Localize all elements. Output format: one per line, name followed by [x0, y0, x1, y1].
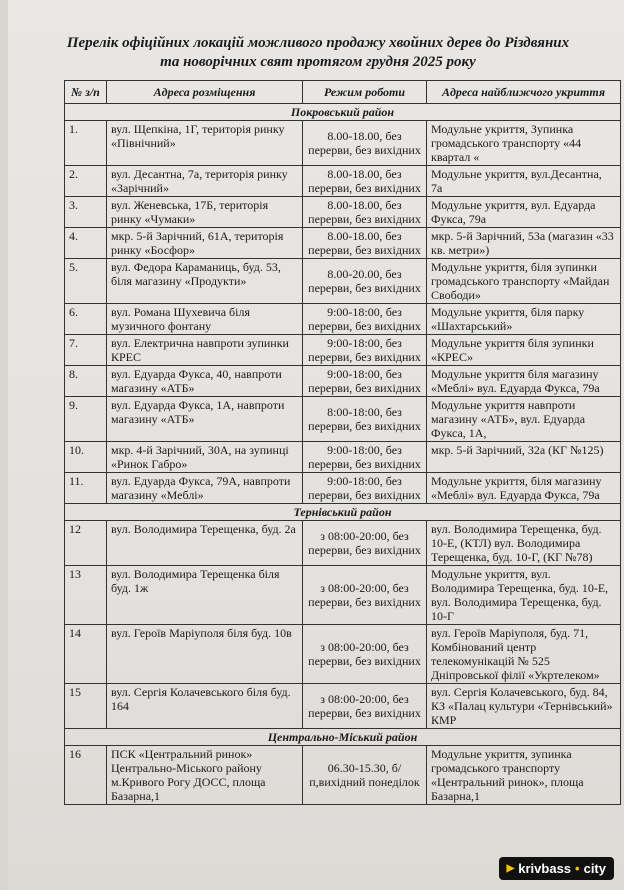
table-row	[65, 397, 621, 442]
row-address: вул. Едуарда Фукса, 1А, навпроти магазину «АТБ»	[107, 397, 303, 442]
row-shelter: мкр. 5-й Зарічний, 32а (КГ №125)	[427, 442, 621, 473]
row-number: 11.	[65, 473, 107, 504]
row-shelter: Модульне укриття, біля зупинки громадського транспорту «Майдан Свободи»	[427, 259, 621, 304]
logo-mark-icon: ▶	[506, 863, 515, 874]
row-number: 16	[65, 746, 107, 805]
logo-prefix: krivbass	[518, 861, 572, 876]
row-mode: 9:00-18:00, без перерви, без вихідних	[303, 335, 427, 366]
row-address: мкр. 5-й Зарічний, 61А, територія ринку «Босфор»	[107, 228, 303, 259]
table-row	[65, 166, 621, 197]
row-address: вул. Героїв Маріуполя біля буд. 10в	[107, 625, 303, 684]
row-mode: 9:00-18:00, без перерви, без вихідних	[303, 304, 427, 335]
district-name: Центрально-Міський район	[65, 729, 621, 746]
row-address: вул. Едуарда Фукса, 40, навпроти магазину «АТБ»	[107, 366, 303, 397]
title-line-1: Перелік офіційних локацій можливого продажу хвойних дерев до Різдвяних	[66, 35, 570, 51]
row-number: 10.	[65, 442, 107, 473]
logo-suffix: city	[583, 861, 606, 876]
locations-table	[64, 80, 621, 805]
table-row	[65, 304, 621, 335]
row-address: вул. Романа Шухевича біля музичного фонтану	[107, 304, 303, 335]
site-logo: ▶ krivbass • city	[499, 857, 614, 880]
row-number: 12	[65, 521, 107, 566]
table-row	[65, 684, 621, 729]
row-shelter: вул. Сергія Колачевського, буд. 84, КЗ «Палац культури «Тернівський» КМР	[427, 684, 621, 729]
table-row	[65, 521, 621, 566]
row-number: 5.	[65, 259, 107, 304]
row-number: 15	[65, 684, 107, 729]
row-shelter: вул. Героїв Маріуполя, буд. 71, Комбінований центр телекомунікацій № 525 Дніпровської філії «Укртелеком»	[427, 625, 621, 684]
row-mode: 8.00-18.00, без перерви, без вихідних	[303, 121, 427, 166]
table-row	[65, 259, 621, 304]
row-address: ПСК «Центральний ринок» Центрально-Міського району м.Кривого Рогу ДОСС, площа Базарна,1	[107, 746, 303, 805]
row-number: 2.	[65, 166, 107, 197]
row-shelter: Модульне укриття, вул. Володимира Терещенка, буд. 10-Е, вул. Володимира Терещенка, буд. 10-Г	[427, 566, 621, 625]
table-row	[65, 442, 621, 473]
document-title	[48, 34, 588, 72]
row-mode: 9:00-18:00, без перерви, без вихідних	[303, 366, 427, 397]
row-mode: 8.00-18.00, без перерви, без вихідних	[303, 166, 427, 197]
row-shelter: Модульне укриття навпроти магазину «АТБ», вул. Едуарда Фукса, 1А,	[427, 397, 621, 442]
row-mode: 8.00-18.00, без перерви, без вихідних	[303, 228, 427, 259]
table-row	[65, 335, 621, 366]
row-shelter: мкр. 5-й Зарічний, 53а (магазин «33 кв. метри»)	[427, 228, 621, 259]
header-shelter: Адреса найближчого укриття	[427, 81, 621, 104]
row-number: 6.	[65, 304, 107, 335]
row-address: вул. Федора Караманиць, буд. 53, біля магазину «Продукти»	[107, 259, 303, 304]
header-num: № з/п	[65, 81, 107, 104]
row-number: 3.	[65, 197, 107, 228]
row-number: 9.	[65, 397, 107, 442]
table-body	[65, 104, 621, 805]
row-shelter: Модульне укриття, вул.Десантна, 7а	[427, 166, 621, 197]
header-address: Адреса розміщення	[107, 81, 303, 104]
row-number: 7.	[65, 335, 107, 366]
row-address: вул. Сергія Колачевського біля буд. 164	[107, 684, 303, 729]
row-mode: з 08:00-20:00, без перерви, без вихідних	[303, 625, 427, 684]
row-mode: 06.30-15.30, б/п,вихідний понеділок	[303, 746, 427, 805]
row-number: 14	[65, 625, 107, 684]
district-row	[65, 104, 621, 121]
row-number: 1.	[65, 121, 107, 166]
row-mode: з 08:00-20:00, без перерви, без вихідних	[303, 684, 427, 729]
header-mode: Режим роботи	[303, 81, 427, 104]
row-address: вул. Женевська, 17Б, територія ринку «Чумаки»	[107, 197, 303, 228]
table-row	[65, 473, 621, 504]
row-shelter: Модульне укриття, Зупинка громадського транспорту «44 квартал «	[427, 121, 621, 166]
row-number: 13	[65, 566, 107, 625]
row-address: мкр. 4-й Зарічний, 30А, на зупинці «Ринок Габро»	[107, 442, 303, 473]
table-row	[65, 625, 621, 684]
title-line-2: та новорічних свят протягом грудня 2025 року	[160, 54, 476, 70]
row-mode: 8.00-20.00, без перерви, без вихідних	[303, 259, 427, 304]
row-shelter: Модульне укриття, біля магазину «Меблі» вул. Едуарда Фукса, 79а	[427, 473, 621, 504]
row-number: 8.	[65, 366, 107, 397]
row-address: вул. Едуарда Фукса, 79А, навпроти магазину «Меблі»	[107, 473, 303, 504]
row-address: вул. Володимира Терещенка, буд. 2а	[107, 521, 303, 566]
district-row	[65, 504, 621, 521]
row-shelter: Модульне укриття, вул. Едуарда Фукса, 79а	[427, 197, 621, 228]
table-row	[65, 197, 621, 228]
row-mode: 8:00-18:00, без перерви, без вихідних	[303, 397, 427, 442]
row-shelter: Модульне укриття біля зупинки «КРЕС»	[427, 335, 621, 366]
table-row	[65, 366, 621, 397]
document-sheet	[8, 0, 624, 890]
row-mode: з 08:00-20:00, без перерви, без вихідних	[303, 566, 427, 625]
table-row	[65, 566, 621, 625]
table-row	[65, 746, 621, 805]
row-mode: 9:00-18:00, без перерви, без вихідних	[303, 473, 427, 504]
district-name: Покровський район	[65, 104, 621, 121]
row-mode: 9:00-18:00, без перерви, без вихідних	[303, 442, 427, 473]
row-number: 4.	[65, 228, 107, 259]
row-shelter: Модульне укриття, зупинка громадського транспорту «Центральний ринок», площа Базарна,1	[427, 746, 621, 805]
row-mode: 8.00-18.00, без перерви, без вихідних	[303, 197, 427, 228]
district-row	[65, 729, 621, 746]
row-shelter: Модульне укриття біля магазину «Меблі» вул. Едуарда Фукса, 79а	[427, 366, 621, 397]
district-name: Тернівський район	[65, 504, 621, 521]
row-mode: з 08:00-20:00, без перерви, без вихідних	[303, 521, 427, 566]
row-address: вул. Десантна, 7а, територія ринку «Зарічний»	[107, 166, 303, 197]
table-row	[65, 121, 621, 166]
table-header-row	[65, 81, 621, 104]
row-address: вул. Щепкіна, 1Г, територія ринку «Північний»	[107, 121, 303, 166]
row-address: вул. Електрична навпроти зупинки КРЕС	[107, 335, 303, 366]
row-address: вул. Володимира Терещенка біля буд. 1ж	[107, 566, 303, 625]
row-shelter: вул. Володимира Терещенка, буд. 10-Е, (КТЛ) вул. Володимира Терещенка, буд. 10-Г, (КГ №78)	[427, 521, 621, 566]
table-row	[65, 228, 621, 259]
row-shelter: Модульне укриття, біля парку «Шахтарський»	[427, 304, 621, 335]
